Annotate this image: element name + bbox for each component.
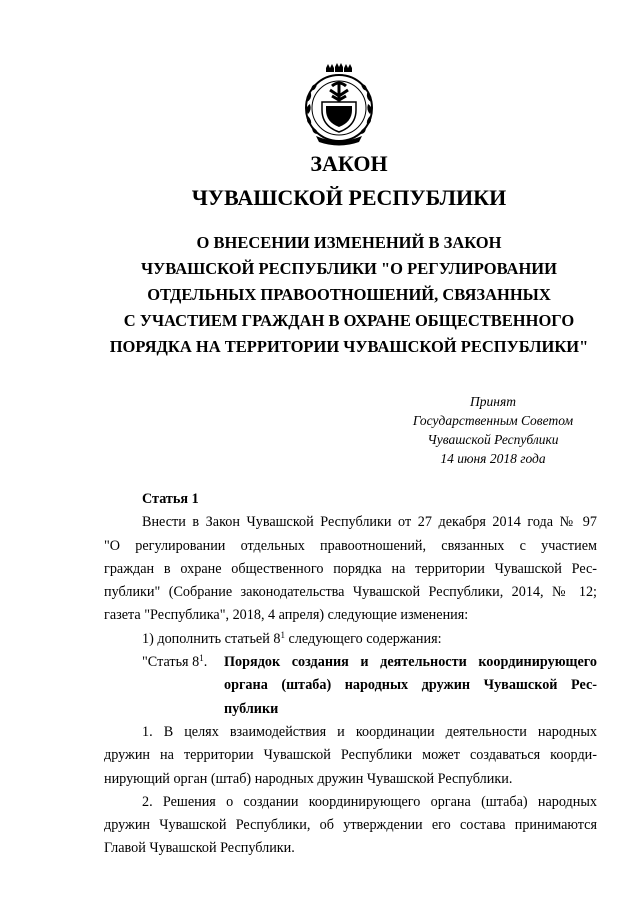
new-article-label-text: "Статья 8 <box>142 654 200 671</box>
new-article-label-dot: . <box>203 654 208 671</box>
adoption-line: Государственным Советом <box>412 413 574 428</box>
body-line: "О регулировании отдельных правоотношений, связанных с участием <box>104 537 597 554</box>
amendment-item-text: 1) дополнить статьей 8 <box>142 630 281 647</box>
subtitle-line: О ВНЕСЕНИИ ИЗМЕНЕНИЙ В ЗАКОН <box>196 233 502 252</box>
amendment-item <box>104 628 597 651</box>
body-line: нирующий орган (штаб) народных дружин Чувашской Республики. <box>104 770 513 787</box>
new-article-label <box>142 651 207 674</box>
chuvash-coat-of-arms-emblem <box>296 62 382 146</box>
subtitle-line: ОТДЕЛЬНЫХ ПРАВООТНОШЕНИЙ, СВЯЗАННЫХ <box>147 285 551 304</box>
heading-line: публики <box>224 700 279 717</box>
body-line: граждан в охране общественного порядка на территории Чувашской Рес- <box>104 560 597 577</box>
heading-line: Порядок создания и деятельности координирующего <box>224 654 597 671</box>
body-line: 2. Решения о создании координирующего органа (штаба) народных <box>142 793 597 810</box>
adoption-note <box>380 392 606 468</box>
law-title: ЗАКОН <box>310 151 388 176</box>
new-article-heading <box>224 651 597 721</box>
law-subtitle <box>29 230 640 360</box>
adoption-date: 14 июня 2018 года <box>440 451 546 466</box>
document-body <box>104 488 597 861</box>
law-title-republic: ЧУВАШСКОЙ РЕСПУБЛИКИ <box>191 185 507 210</box>
body-line: Внести в Закон Чувашской Республики от 27 декабря 2014 года № 97 <box>142 514 597 531</box>
adoption-line: Чувашской Республики <box>427 432 559 447</box>
body-line: 1. В целях взаимодействия и координации деятельности народных <box>142 723 597 740</box>
body-line: газета "Республика", 2018, 4 апреля) следующие изменения: <box>104 607 469 624</box>
superscript: 1 <box>280 629 285 640</box>
article-heading: Статья 1 <box>142 491 199 507</box>
subtitle-line: ПОРЯДКА НА ТЕРРИТОРИИ ЧУВАШСКОЙ РЕСПУБЛИКИ" <box>109 337 589 356</box>
new-article-row <box>104 651 597 717</box>
subtitle-line: ЧУВАШСКОЙ РЕСПУБЛИКИ "О РЕГУЛИРОВАНИИ <box>141 259 557 278</box>
body-line: дружин на территории Чувашской Республики может создаваться коорди- <box>104 747 597 764</box>
body-line: дружин Чувашской Республики, об утверждении его состава принимаются <box>104 817 597 834</box>
body-line: Главой Чувашской Республики. <box>104 840 295 857</box>
adoption-line: Принят <box>470 394 516 409</box>
amendment-item-text-end: следующего содержания: <box>284 630 442 647</box>
subtitle-line: С УЧАСТИЕМ ГРАЖДАН В ОХРАНЕ ОБЩЕСТВЕННОГО <box>123 311 575 330</box>
body-line: публики" (Собрание законодательства Чувашской Республики, 2014, № 12; <box>104 584 597 601</box>
heading-line: органа (штаба) народных дружин Чувашской Рес- <box>224 677 597 694</box>
superscript: 1 <box>199 653 204 664</box>
